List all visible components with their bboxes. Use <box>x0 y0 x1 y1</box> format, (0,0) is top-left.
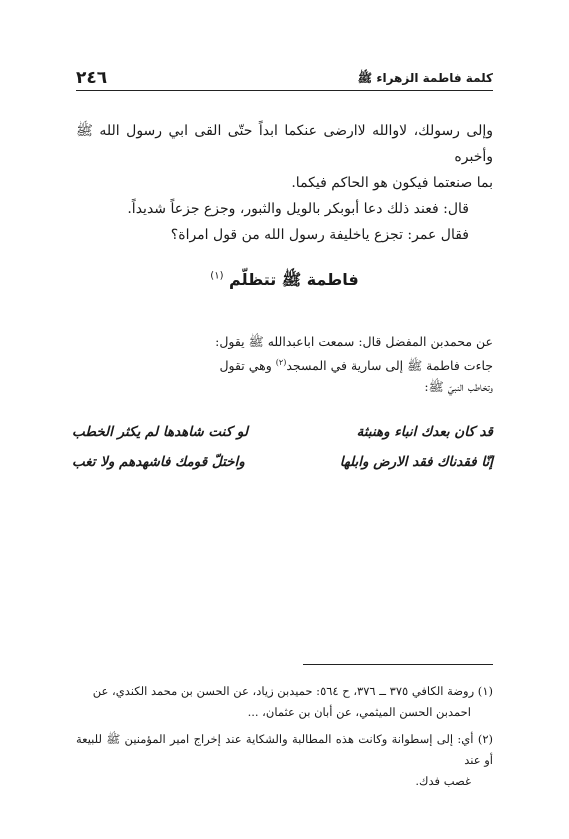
poem-hemistich-2b: واختلّ قومك فاشهدهم ولا تغب <box>72 454 245 470</box>
body-text <box>76 118 493 248</box>
footnote-1 <box>76 681 493 723</box>
body-line-4: فقال عمر: تجزع ياخليفة رسول الله من قول امراة؟ <box>170 227 469 243</box>
narration-line-2-text: جاءت فاطمة ﷺ إلى سارية في المسجد <box>286 358 493 374</box>
footnotes <box>76 681 493 798</box>
narration-line-2-tail: وهي تقول <box>219 358 276 374</box>
body-line-2: بما صنعتما فيكون هو الحاكم فيكما. <box>291 175 493 191</box>
section-footnote-marker: (١) <box>210 270 224 282</box>
poem-hemistich-2a: إنّا فقدناك فقد الارض وابلها <box>339 454 493 470</box>
footnote-1-line-1: (١) روضة الكافي ٣٧٥ ــ ٣٧٦، ح ٥٦٤: حميدبن زياد، عن الحسن بن محمد الكندي، عن <box>92 684 493 698</box>
footnote-2 <box>76 729 493 792</box>
footnote-1-line-2: احمدبن الحسن الميثمي، عن أبان بن عثمان، ... <box>247 705 471 719</box>
poem-verse-2 <box>72 447 493 477</box>
page-header <box>76 62 493 91</box>
narration-line-1: عن محمدبن المفضل قال: سمعت اباعبدالله ﷺ يقول: <box>215 334 493 349</box>
narration <box>76 331 493 397</box>
footnote-2-line-2: غصب فدك. <box>415 774 471 788</box>
poem-verse-1 <box>72 417 493 447</box>
page-number: ٢٤٦ <box>76 68 108 88</box>
narration-line-2 <box>76 352 493 376</box>
section-title <box>76 270 493 293</box>
footnote-2-line-1: (٢) أي: إلى إسطوانة وكانت هذه المطالبة والشكاية عند إخراج امير المؤمنين ﷺ للبيعة أو عند <box>76 732 493 767</box>
poem-hemistich-1a: قد كان بعدك انباء وهنبثة <box>356 424 493 440</box>
body-line-1: وإلى رسولك، لاوالله لاارضى عنكما ابداً حتّى القى ابي رسول الله ﷺ وأخبره <box>76 123 493 165</box>
footnote-separator <box>303 664 493 665</box>
poem <box>72 417 493 477</box>
narration-footnote-marker: (٢) <box>275 358 287 367</box>
running-title: كلمة فاطمة الزهراء ﷺ <box>357 71 493 85</box>
poem-hemistich-1b: لو كنت شاهدها لم يكثر الخطب <box>72 424 248 440</box>
body-line-3: قال: فعند ذلك دعا أبوبكر بالويل والثبور، وجزع جزعاً شديداً. <box>127 201 469 217</box>
narration-line-3: وتخاطب النبيّ ﷺ: <box>424 379 493 395</box>
section-title-text: فاطمة ﷺ تتظلّم <box>229 270 359 289</box>
